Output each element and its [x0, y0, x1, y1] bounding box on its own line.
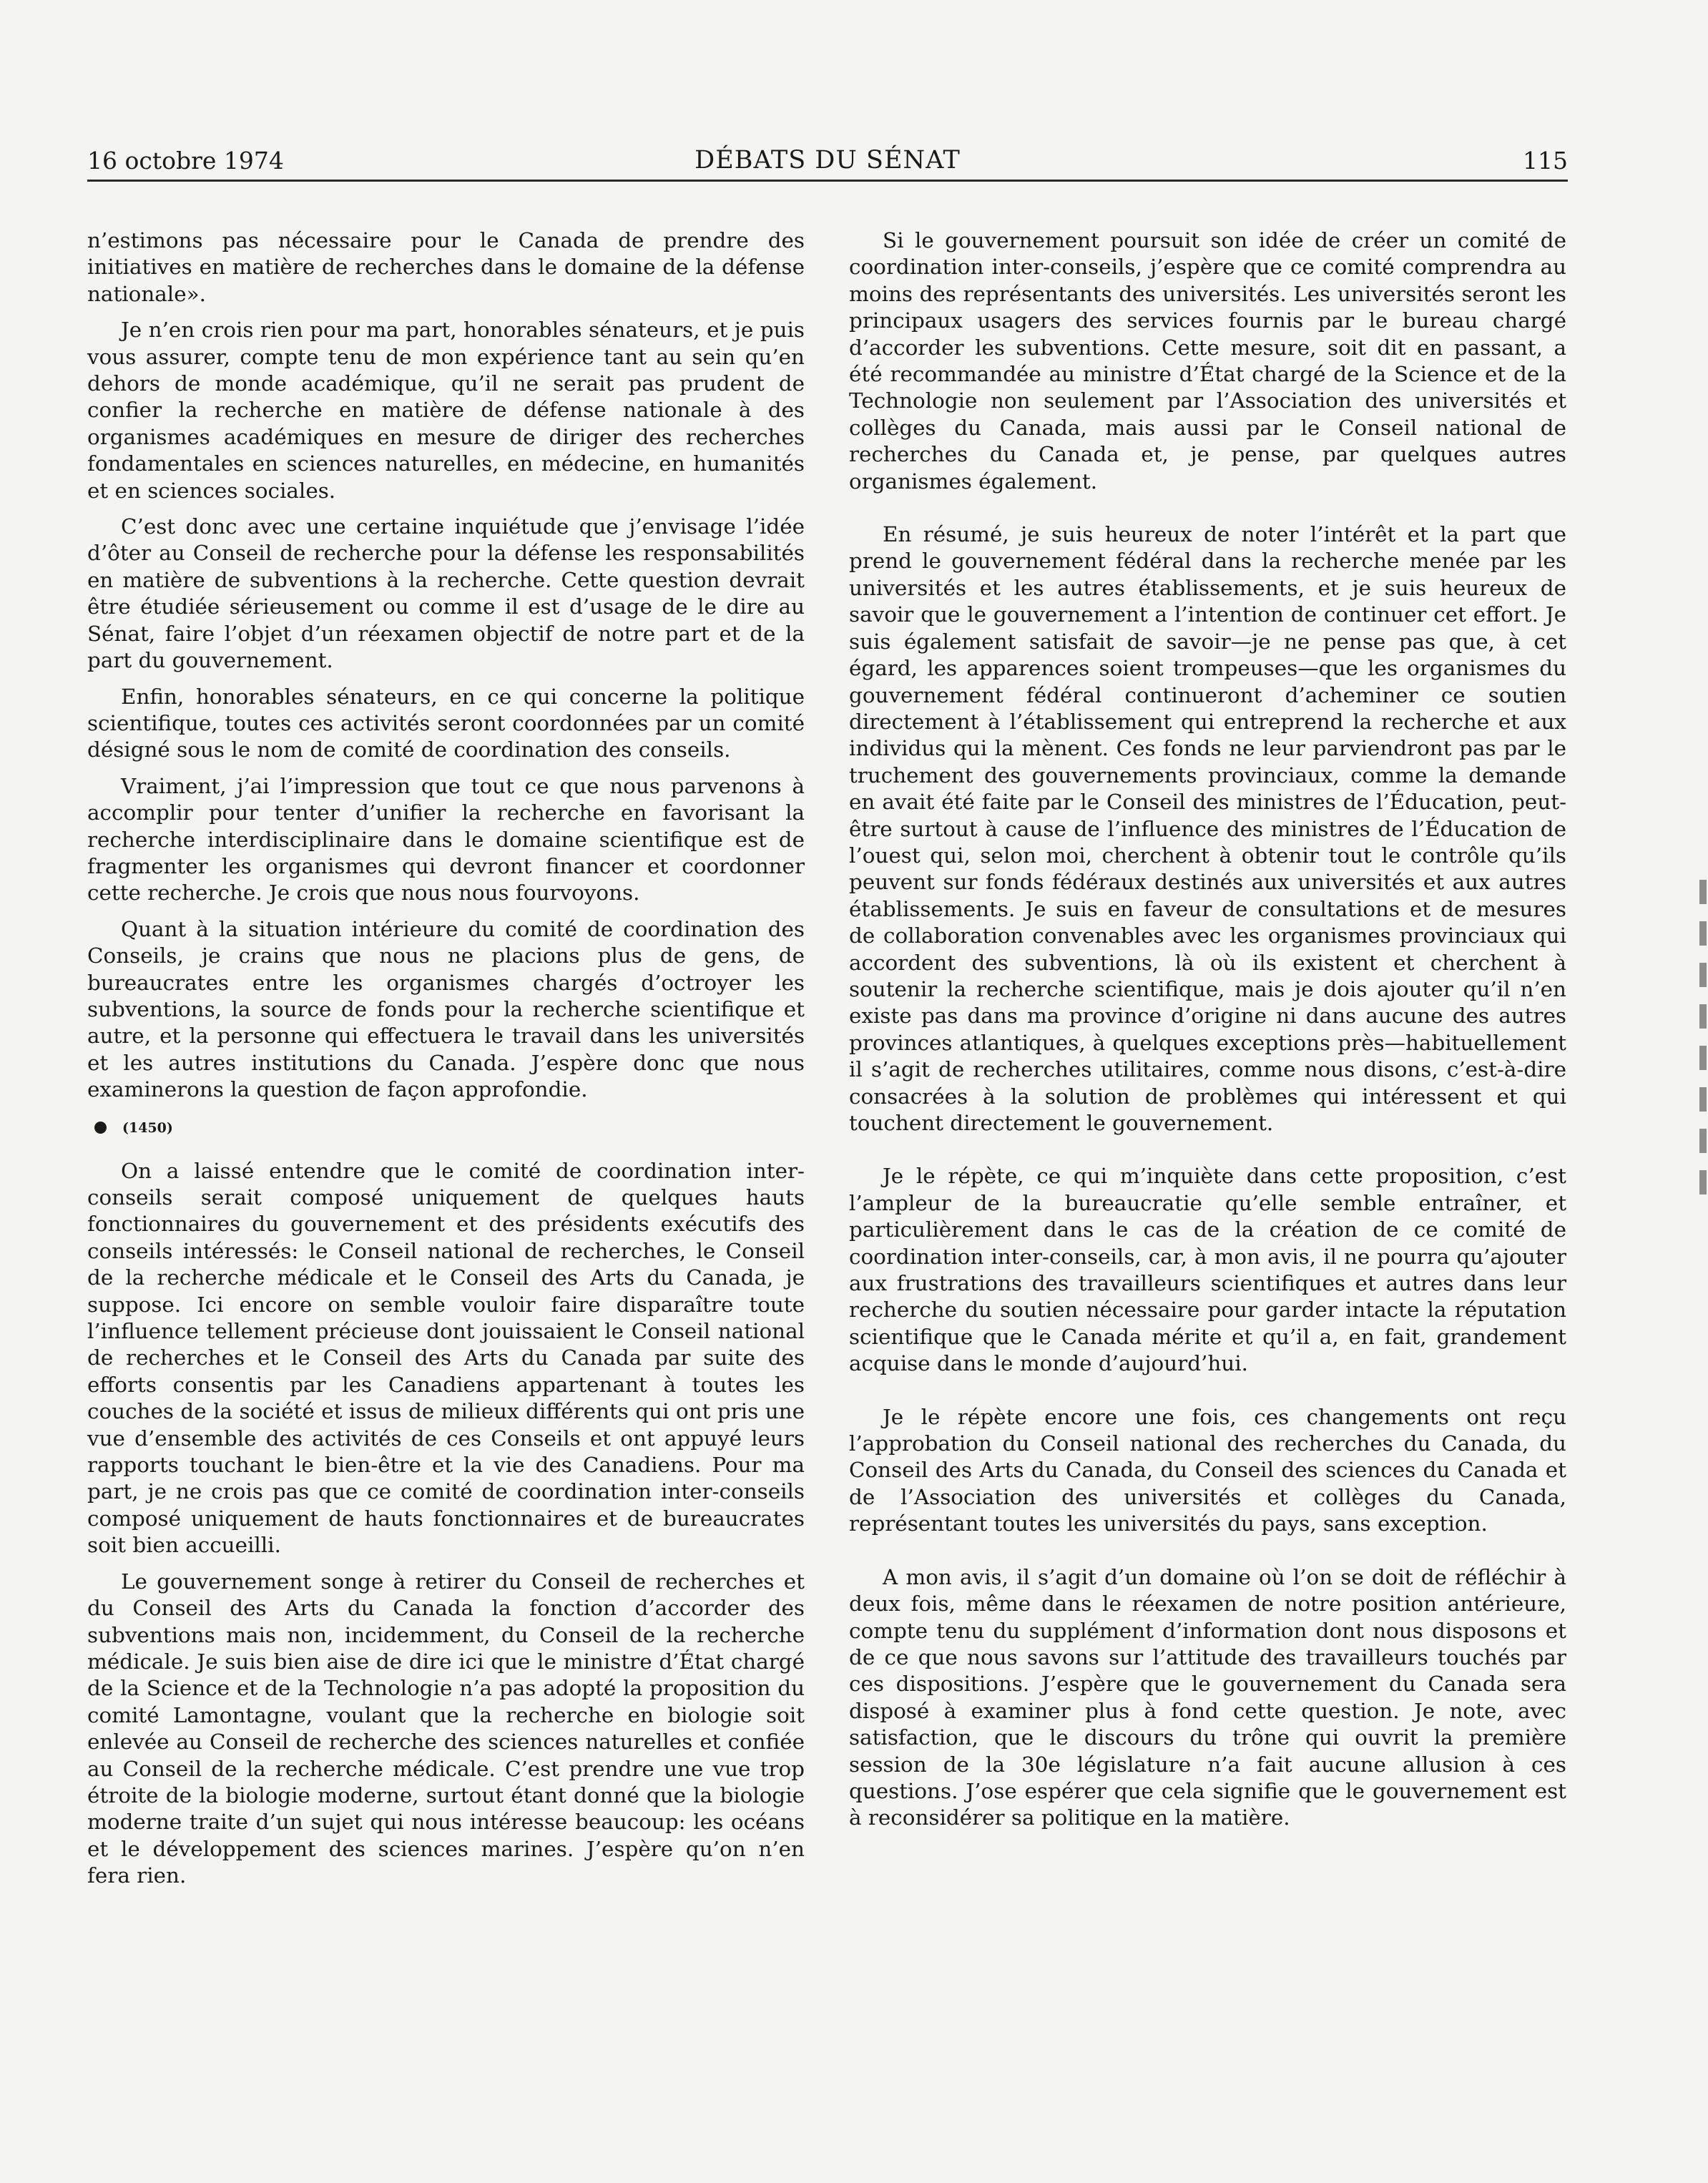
header-page-number: 115: [1523, 147, 1568, 175]
scan-mark: [1699, 880, 1707, 904]
paragraph: C’est donc avec une certaine inquiétude que j’envisage l’idée d’ôter au Conseil de recherche pour la défense les responsabilités en matière de subventions à la recherche. Cette question devrait être étudiée sérieusement ou comme il est d’usage de le dire au Sénat, faire l’objet d’un réexamen objectif de notre part et de la part du gouvernement.: [87, 514, 805, 673]
time-marker-label: (1450): [122, 1119, 173, 1136]
paragraph: A mon avis, il s’agit d’un domaine où l’on se doit de réfléchir à deux fois, même dans le réexamen de notre position antérieure, compte tenu du supplément d’information dont nous disposons et de ce que nous savons sur l’attitude des travailleurs touchés par ces dispositions. J’espère que le gouvernement du Canada sera disposé à examiner plus à fond cette question. Je note, avec satisfaction, que le discours du trône qui ouvrit la première session de la 30e législature n’a fait aucune allusion à ces questions. J’ose espérer que cela signifie que le gouvernement est à reconsidérer sa politique en la matière.: [849, 1564, 1566, 1830]
page-header: [87, 144, 1568, 180]
paragraph: Le gouvernement songe à retirer du Conseil de recherches et du Conseil des Arts du Canada la fonction d’accorder des subventions mais non, incidemment, du Conseil de la recherche médicale. Je suis bien aise de dire ici que le ministre d’État chargé de la Science et de la Technologie n’a pas adopté la proposition du comité Lamontagne, voulant que la recherche en biologie soit enlevée au Conseil de recherche des sciences naturelles et confiée au Conseil de la recherche médicale. C’est prendre une vue trop étroite de la biologie moderne, surtout étant donné que la biologie moderne traite d’un sujet qui nous intéresse beaucoup: les océans et le développement des sciences marines. J’espère qu’on n’en fera rien.: [87, 1569, 805, 1888]
header-rule: [87, 180, 1568, 182]
scan-mark: [1699, 1129, 1707, 1153]
bullet-icon: [94, 1122, 107, 1134]
paragraph: Je n’en crois rien pour ma part, honorables sénateurs, et je puis vous assurer, compte tenu de mon expérience tant au sein qu’en dehors de monde académique, qu’il ne serait pas prudent de confier la recherche en matière de défense nationale à des organismes académiques en mesure de diriger des recherches fondamentales en sciences naturelles, en médecine, en humanités et en sciences sociales.: [87, 318, 805, 503]
right-column: [849, 227, 1566, 1841]
left-column: [87, 227, 805, 1899]
paragraph: Si le gouvernement poursuit son idée de créer un comité de coordination inter-conseils, j’espère que ce comité comprendra au moins des représentants des universités. Les universités seront les principaux usagers des services fournis par le bureau chargé d’accorder les subventions. Cette mesure, soit dit en passant, a été recommandée au ministre d’État chargé de la Science et de la Technologie non seulement par l’Association des universités et collèges du Canada, mais aussi par le Conseil national de recherches du Canada et, je pense, par quelques autres organismes également.: [849, 228, 1566, 494]
scan-mark: [1699, 963, 1707, 987]
paragraph: Quant à la situation intérieure du comité de coordination des Conseils, je crains que nous ne placions plus de gens, de bureaucrates entre les organismes chargés d’octroyer les subventions, la source de fonds pour la recherche scientifique et autre, et la personne qui effectuera le travail dans les universités et les autres institutions du Canada. J’espère donc que nous examinerons la question de façon approfondie.: [87, 916, 805, 1102]
paragraph: On a laissé entendre que le comité de coordination inter-conseils serait composé uniquement de quelques hauts fonctionnaires du gouvernement et des présidents exécutifs des conseils intéressés: le Conseil national de recherches, le Conseil de la recherche médicale et le Conseil des Arts du Canada, je suppose. Ici encore on semble vouloir faire disparaître toute l’influence tellement précieuse dont jouissaient le Conseil national de recherches et le Conseil des Arts du Canada par suite des efforts consentis par les Canadiens appartenant à toutes les couches de la société et issus de milieux différents qui ont pris une vue d’ensemble des activités de ces Conseils et ont appuyé leurs rapports touchant le bien-être et la vie des Canadiens. Pour ma part, je ne crois pas que ce comité de coordination inter-conseils composé uniquement de hauts fonctionnaires et de bureaucrates soit bien accueilli.: [87, 1158, 805, 1558]
paragraph: n’estimons pas nécessaire pour le Canada de prendre des initiatives en matière de recherches dans le domaine de la défense nationale».: [87, 228, 805, 306]
paragraph: Enfin, honorables sénateurs, en ce qui concerne la politique scientifique, toutes ces activités seront coordonnées par un comité désigné sous le nom de comité de coordination des conseils.: [87, 684, 805, 762]
scan-mark: [1699, 1046, 1707, 1070]
time-marker: [94, 1119, 805, 1137]
scan-mark: [1699, 1170, 1707, 1194]
scan-mark: [1699, 921, 1707, 946]
paragraph: Je le répète, ce qui m’inquiète dans cette proposition, c’est l’ampleur de la bureaucratie qu’elle semble entraîner, et particulièrement dans le cas de la création de ce comité de coordination inter-conseils, car, à mon avis, il ne pourra qu’ajouter aux frustrations des travailleurs scientifiques et autres dans leur recherche du soutien nécessaire pour garder intacte la réputation scientifique que le Canada mérite et qu’il a, en fait, grandement acquise dans le monde d’aujourd’hui.: [849, 1164, 1566, 1376]
scan-edge-marks: [1695, 880, 1708, 1252]
paragraph: En résumé, je suis heureux de noter l’intérêt et la part que prend le gouvernement fédéral dans la recherche menée par les universités et les autres établissements, et je suis heureux de savoir que le gouvernement a l’intention de continuer cet effort. Je suis également satisfait de savoir—je ne pense pas que, à cet égard, les apparences soient trompeuses—que les organismes du gouvernement fédéral continueront d’acheminer ce soutien directement à l’établissement qui entreprend la recherche et aux individus qui la mènent. Ces fonds ne leur parviendront pas par le truchement des gouvernements provinciaux, comme la demande en avait été faite par le Conseil des ministres de l’Éducation, peut-être surtout à cause de l’influence des ministres de l’Éducation de l’ouest qui, selon moi, cherchent à obtenir tout le contrôle qu’ils peuvent sur fonds fédéraux destinés aux universités et aux autres établissements. Je suis en faveur de consultations et de mesures de collaboration convenables avec les organismes provinciaux qui accordent des subventions, là où ils existent et cherchent à soutenir la recherche scientifique, mais je dois ajouter qu’il n’en existe pas dans ma province d’origine ni dans aucune des autres provinces atlantiques, à quelques exceptions près—habituellement il s’agit de recherches utilitaires, comme nous disons, c’est-à-dire consacrées à la solution de problèmes qui intéressent et qui touchent directement le gouvernement.: [849, 522, 1566, 1135]
header-title: DÉBATS DU SÉNAT: [695, 146, 961, 175]
scan-mark: [1699, 1004, 1707, 1029]
scan-mark: [1699, 1087, 1707, 1112]
paragraph: Je le répète encore une fois, ces changements ont reçu l’approbation du Conseil national des recherches du Canada, du Conseil des Arts du Canada, du Conseil des sciences du Canada et de l’Association des universités et collèges du Canada, représentant toutes les universités du pays, sans exception.: [849, 1404, 1566, 1536]
paragraph: Vraiment, j’ai l’impression que tout ce que nous parvenons à accomplir pour tenter d’unifier la recherche en favorisant la recherche interdisciplinaire dans le domaine scientifique est de fragmenter les organismes qui devront financer et coordonner cette recherche. Je crois que nous nous fourvoyons.: [87, 773, 805, 906]
header-date: 16 octobre 1974: [87, 147, 284, 175]
